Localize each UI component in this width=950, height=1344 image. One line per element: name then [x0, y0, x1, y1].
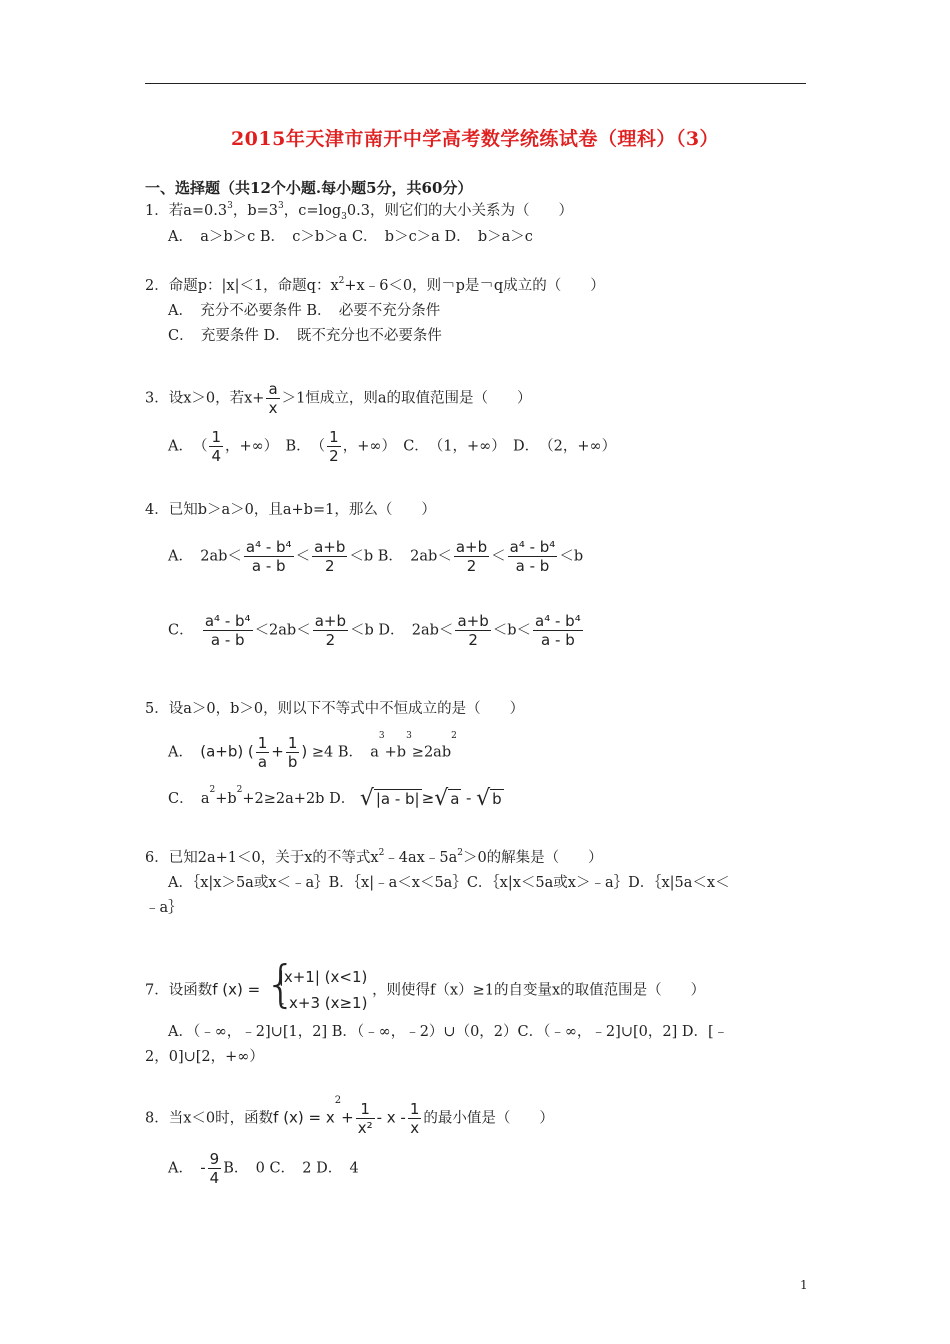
question-7-options: A．（﹣∞，﹣2]∪[1，2] B．（﹣∞，﹣2）∪（0，2）C．（﹣∞，﹣2]∪[0，2] D．[﹣	[168, 1024, 729, 1040]
question-4-stem: 4．已知b＞a＞0，且a+b=1，那么（ ）	[145, 502, 436, 518]
sqrt-abs-a-minus-b: √ |a - b|	[359, 786, 420, 811]
question-5-options-cd: C． $a^2+b^2+2\ge 2a+2b$ D． √ |a - b| ≥√ a - √ b	[168, 785, 502, 811]
fraction-a-plus-b-half: $\frac{a+b}{2}$	[455, 538, 488, 575]
page-title: 2015年天津市南开中学高考数学统练试卷（理科）（3）	[230, 128, 720, 150]
question-2-options-cd: C． 充要条件 D． 既不充分也不必要条件	[168, 328, 442, 344]
fraction-one-over-b: $\frac{1}{b}$	[287, 734, 298, 771]
fraction-a4-b4: $\frac{\text{a⁴ - b⁴}}{a - b}$	[245, 538, 292, 575]
question-5-options-ab: A． (a+b) ( $\frac{1}{a}$ + $\frac{1}{b}$ ) ≥4 B． $a^3+b^3\ge 2ab^2$	[168, 731, 457, 771]
question-6-options-cont: ﹣a｝	[145, 900, 183, 916]
fraction-a4-b4: $\frac{\text{a⁴ - b⁴}}{a - b}$	[535, 612, 581, 649]
question-2-options-ab: A． 充分不必要条件 B． 必要不充分条件	[168, 303, 441, 319]
question-6-stem: 6．已知2a+1＜0，关于x的不等式$x^2﹣4ax﹣5a^2>0$的解集是（ ）	[145, 848, 603, 866]
question-8-stem: 8．当x＜0时，函数f $(x) = x^2+$ $\frac{1}{\text{x²}}$ - x - $\frac{1}{x}$ 的最小值是（ ）	[145, 1095, 554, 1137]
question-6-options: A．｛x|x＞5a或x＜﹣a｝B．｛x|﹣a＜x＜5a｝C．｛x|x＜5a或x＞﹣a｝D．｛x|5a＜x＜	[168, 875, 730, 891]
question-2-stem: 2．命题p：|x|＜1，命题q：$x^2+x﹣6<0$，则￢p是￢q成立的（ ）	[145, 276, 605, 294]
question-3-stem: 3．设x＞0，若x+ $\frac{a}{x}$ ＞1恒成立，则a的取值范围是（ ）	[145, 380, 532, 417]
fraction-a-plus-b-half: $\frac{a+b}{2}$	[314, 538, 346, 575]
question-1-options: A． a＞b＞c B． c＞b＞a C． b＞c＞a D． b＞a＞c	[168, 229, 533, 245]
header-rule	[145, 83, 806, 84]
question-3-options: A． （ $\frac{1}{4}$ ，+∞） B． （ $\frac{1}{2}$ ，+∞） C． （1，+∞） D． （2，+∞）	[168, 428, 617, 465]
question-7-stem: 7．设函数f (x) = { |x+1| (x<1) - x+3 (x≥1) ，则使得f（x）≥1的自变量x的取值范围是（ ）	[145, 964, 705, 1017]
question-7-options-cont: 2，0]∪[2，+∞）	[145, 1049, 264, 1065]
fraction-one-quarter: $\frac{1}{4}$	[211, 428, 222, 465]
piecewise-function: { |x+1| (x<1) - x+3 (x≥1)	[264, 955, 368, 1013]
fraction-nine-quarters: $\frac{9}{4}$	[209, 1150, 220, 1187]
question-5-stem: 5．设a＞0，b＞0，则以下不等式中不恒成立的是（ ）	[145, 701, 525, 717]
fraction-one-half: $\frac{1}{2}$	[329, 428, 339, 465]
question-1-stem: 1．若$a=0.3^3$，$b=3^3$，$c=\log_30.3$，则它们的大小关系为（ ）	[145, 201, 573, 222]
section-heading: 一、选择题（共12个小题.每小题5分，共60分）	[145, 179, 473, 197]
fraction-one-over-x-squared: $\frac{1}{\text{x²}}$	[357, 1100, 373, 1137]
sqrt-a: √ a	[434, 786, 460, 811]
question-4-options-cd: C． $\frac{\text{a⁴ - b⁴}}{a - b}$ ＜2ab＜ $\frac{a+b}{2}$ ＜b D． 2ab＜ $\frac{a+b}{2}$ ＜b＜ $\frac{\text{a⁴ - b⁴}}{a - b}$	[168, 612, 581, 649]
page-number: 1	[800, 1278, 808, 1292]
sqrt-b: √ b	[476, 786, 502, 811]
fraction-one-over-a: $\frac{1}{a}$	[257, 734, 268, 771]
fraction-a-over-x: $\frac{a}{x}$	[268, 380, 278, 417]
question-8-options: A． - $\frac{9}{4}$ B． 0 C． 2 D． 4	[168, 1150, 359, 1187]
fraction-a-plus-b-half: $\frac{a+b}{2}$	[314, 612, 347, 649]
fraction-a-plus-b-half: $\frac{a+b}{2}$	[457, 612, 489, 649]
fraction-one-over-x: $\frac{1}{x}$	[409, 1100, 420, 1137]
fraction-a4-b4: $\frac{\text{a⁴ - b⁴}}{a - b}$	[204, 612, 251, 649]
fraction-a4-b4: $\frac{\text{a⁴ - b⁴}}{a - b}$	[509, 538, 556, 575]
question-4-options-ab: A． 2ab＜ $\frac{\text{a⁴ - b⁴}}{a - b}$ ＜ $\frac{a+b}{2}$ ＜b B． 2ab＜ $\frac{a+b}{2}$ ＜ $\frac{\text{a⁴ - b⁴}}{a - b}$ ＜b	[168, 538, 584, 575]
